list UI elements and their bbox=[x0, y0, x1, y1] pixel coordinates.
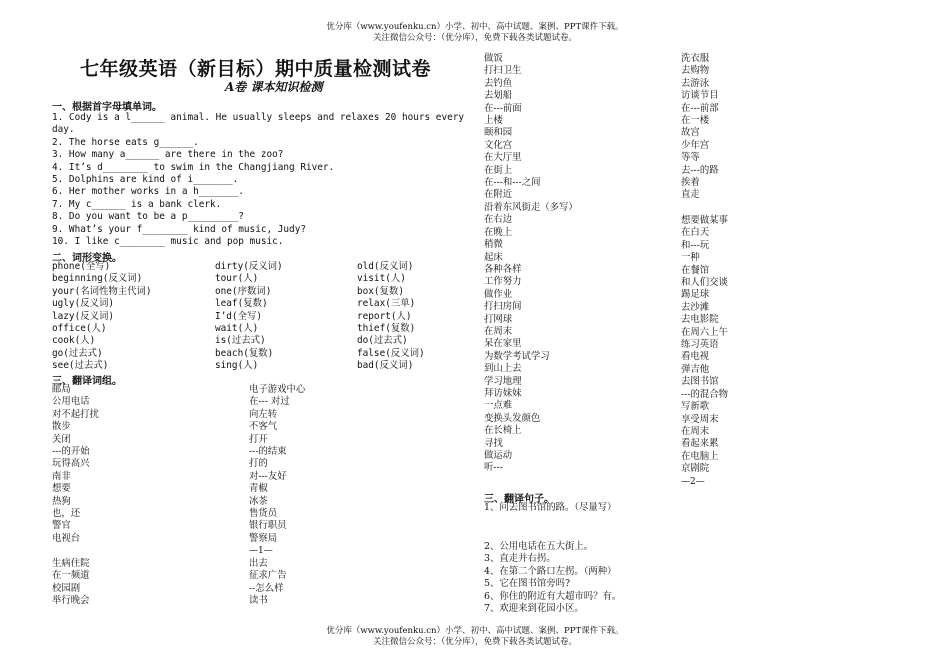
list-item: 少年宫 bbox=[681, 139, 710, 151]
list-item: beginning(反义词) bbox=[52, 273, 143, 285]
list-item: 听--- bbox=[484, 462, 503, 474]
list-item: phone(全写) bbox=[52, 261, 111, 272]
list-item: 看起来累 bbox=[681, 438, 719, 450]
list-item: 打扫卫生 bbox=[484, 65, 522, 77]
list-item: 电子游戏中心 bbox=[249, 384, 306, 395]
list-item: 出去 bbox=[249, 558, 268, 569]
list-item: false(反义词) bbox=[357, 347, 425, 359]
list-item: 访谈节目 bbox=[681, 90, 719, 102]
list-item: one(序数词) bbox=[215, 285, 272, 297]
list-item: lazy(反义词) bbox=[52, 310, 114, 322]
list-item: dirty(反义词) bbox=[215, 261, 283, 272]
list-item: wait(人) bbox=[215, 323, 259, 335]
list-item: 5、它在图书馆旁吗? bbox=[484, 578, 570, 590]
list-item: 去---的路 bbox=[681, 164, 719, 176]
list-item: 在电脑上 bbox=[681, 450, 719, 462]
list-item: your(名词性物主代词) bbox=[52, 285, 152, 297]
list-item: 生病住院 bbox=[52, 558, 90, 569]
list-item: 寻找 bbox=[484, 437, 503, 449]
list-item: 向左转 bbox=[249, 408, 278, 420]
list-item: I’d(全写) bbox=[215, 310, 262, 322]
list-item: 一种 bbox=[681, 252, 700, 264]
list-item: see(过去式) bbox=[52, 360, 109, 372]
list-item: go(过去式) bbox=[52, 347, 103, 359]
list-item: 等等 bbox=[681, 152, 700, 164]
section1-heading: 一、根据首字母填单词。 bbox=[52, 102, 162, 113]
list-item: 不客气 bbox=[249, 421, 278, 433]
list-item: 5. Dolphins are kind of i_______. bbox=[52, 174, 239, 186]
list-item: 到山上去 bbox=[484, 363, 522, 375]
list-item: report(人) bbox=[357, 310, 412, 322]
list-item: 南非 bbox=[52, 470, 71, 482]
list-item: 为数学考试学习 bbox=[484, 350, 550, 362]
list-item: 一点难 bbox=[484, 400, 513, 412]
section3-heading: 三、翻译词组。 bbox=[52, 376, 122, 387]
list-item: sing(人) bbox=[215, 360, 259, 372]
list-item: 邮局 bbox=[52, 384, 71, 395]
section4-items-2 bbox=[484, 541, 621, 615]
list-item: 写新歌 bbox=[681, 401, 710, 413]
list-item: 在右边 bbox=[484, 214, 513, 226]
section2-heading: 二、词形变换。 bbox=[52, 253, 122, 264]
list-item: 校园剧 bbox=[52, 582, 81, 594]
list-item: ugly(反义词) bbox=[52, 298, 114, 310]
list-item: 打的 bbox=[249, 458, 268, 470]
list-item: 售货员 bbox=[249, 508, 278, 520]
section3-col-c bbox=[484, 53, 578, 475]
list-item: 挨着 bbox=[681, 177, 700, 189]
list-item: 9. What’s your f________ kind of music, Judy? bbox=[52, 223, 306, 235]
list-item: 在--- 对过 bbox=[249, 396, 290, 408]
list-item: office(人) bbox=[52, 323, 107, 335]
header-line-1: 优分库（www.youfenku.cn）小学、初中、高中试题、案例、PPT课件下载。 bbox=[326, 22, 624, 32]
list-item: 2、公用电话在五大街上。 bbox=[484, 541, 594, 552]
list-item: 在晚上 bbox=[484, 226, 513, 238]
list-item: 3. How many a______ are there in the zoo? bbox=[52, 149, 284, 161]
list-item: 在一楼 bbox=[681, 115, 710, 127]
page-number-1: —1— bbox=[249, 546, 273, 556]
list-item: 想要 bbox=[52, 483, 71, 495]
list-item: 青椒 bbox=[249, 483, 268, 495]
list-item: 踢足球 bbox=[681, 289, 710, 301]
list-item: 沿着东风街走（多写） bbox=[484, 201, 578, 213]
list-item: 也，还 bbox=[52, 508, 81, 520]
list-item: 练习英语 bbox=[681, 339, 719, 351]
list-item: 在---前面 bbox=[484, 102, 522, 114]
section3-col-a2 bbox=[52, 558, 90, 608]
list-item: 电视台 bbox=[52, 532, 81, 544]
list-item: 在大厅里 bbox=[484, 152, 522, 164]
list-item: 去图书馆 bbox=[681, 376, 719, 388]
page-number-2: —2— bbox=[681, 477, 705, 487]
list-item: 关闭 bbox=[52, 433, 71, 445]
list-item: 在---和---之间 bbox=[484, 177, 541, 189]
list-item: 8. Do you want to be a p_________? bbox=[52, 211, 244, 223]
list-item: 在街上 bbox=[484, 164, 513, 176]
list-item: leaf(复数) bbox=[215, 298, 268, 310]
list-item: 京剧院 bbox=[681, 463, 710, 475]
list-item: 6. Her mother works in a h_______. bbox=[52, 186, 244, 198]
list-item: cook(人) bbox=[52, 335, 96, 347]
list-item: 想要做某事 bbox=[681, 215, 728, 226]
list-item: 1、问去图书馆的路。（尽量写） bbox=[484, 502, 617, 513]
list-item: 洗衣服 bbox=[681, 53, 710, 64]
list-item: 7、欢迎来到花园小区。 bbox=[484, 603, 584, 615]
list-item: 对不起打扰 bbox=[52, 408, 99, 420]
list-item: box(复数) bbox=[357, 285, 404, 297]
list-item: bad(反义词) bbox=[357, 360, 414, 372]
header-line-2: 关注微信公众号：（优分库），免费下载各类试题试卷。 bbox=[372, 33, 577, 43]
list-item: 打开 bbox=[249, 433, 268, 445]
list-item: 4. It’s d________ to swim in the Changjiang River. bbox=[52, 161, 335, 173]
list-item: 4、在第二个路口左拐。（两种） bbox=[484, 565, 617, 577]
footer-line-1: 优分库（www.youfenku.cn）小学、初中、高中试题、案例、PPT课件下载。 bbox=[326, 626, 624, 636]
page-title: 七年级英语（新目标）期中质量检测试卷 bbox=[80, 58, 432, 80]
list-item: 在周六上午 bbox=[681, 326, 728, 338]
list-item: 读书 bbox=[249, 595, 268, 607]
list-item: thief(复数) bbox=[357, 323, 416, 335]
list-item: ---的混合物 bbox=[681, 388, 729, 400]
list-item: 在周末 bbox=[484, 325, 513, 337]
list-item: 去电影院 bbox=[681, 314, 719, 326]
list-item: 在---前部 bbox=[681, 102, 719, 114]
list-item: 颐和园 bbox=[484, 127, 513, 139]
list-item: tour(人) bbox=[215, 273, 259, 285]
list-item: is(过去式) bbox=[215, 335, 266, 347]
list-item: old(反义词) bbox=[357, 261, 414, 272]
list-item: 去游泳 bbox=[681, 77, 710, 89]
list-item: 举行晚会 bbox=[52, 595, 90, 607]
list-item: 文化宫 bbox=[484, 139, 513, 151]
list-item: 玩得高兴 bbox=[52, 458, 90, 470]
list-item: 在餐馆 bbox=[681, 264, 710, 276]
section3-col-d1 bbox=[681, 53, 719, 202]
section2-col1 bbox=[52, 261, 152, 373]
list-item: 和人们交谈 bbox=[681, 277, 728, 289]
list-item: visit(人) bbox=[357, 273, 406, 285]
list-item: --怎么样 bbox=[249, 582, 284, 594]
list-item: 各种各样 bbox=[484, 263, 522, 275]
list-item: 学习地理 bbox=[484, 375, 522, 387]
list-item: 享受周末 bbox=[681, 413, 719, 425]
list-item: 银行职员 bbox=[249, 520, 287, 532]
list-item: 散步 bbox=[52, 421, 71, 433]
list-item: 上楼 bbox=[484, 115, 503, 127]
list-item: do(过去式) bbox=[357, 335, 408, 347]
list-item: 做饭 bbox=[484, 53, 503, 64]
footer-line-2: 关注微信公众号：（优分库），免费下载各类试题试卷。 bbox=[372, 637, 577, 647]
page-subtitle: A卷 课本知识检测 bbox=[225, 80, 323, 94]
list-item: 打网球 bbox=[484, 313, 513, 325]
list-item: 去钓鱼 bbox=[484, 77, 513, 89]
section2-col2 bbox=[215, 261, 283, 373]
list-item: 在附近 bbox=[484, 189, 513, 201]
list-item: 稍微 bbox=[484, 239, 503, 251]
list-item: 警察局 bbox=[249, 532, 278, 544]
section4-items-1 bbox=[484, 502, 617, 514]
list-item: 在周末 bbox=[681, 425, 710, 437]
list-item: 1. Cody is a l______ animal. He usually sleeps and relaxes 20 hours every bbox=[52, 112, 465, 123]
list-item: 起床 bbox=[484, 251, 503, 263]
list-item: 呆在家里 bbox=[484, 338, 522, 350]
list-item: 征求广告 bbox=[249, 570, 287, 582]
list-item: 做运动 bbox=[484, 450, 513, 461]
list-item: 变换头发颜色 bbox=[484, 412, 541, 424]
list-item: 在白天 bbox=[681, 227, 710, 239]
list-item: 去购物 bbox=[681, 65, 710, 77]
list-item: beach(复数) bbox=[215, 347, 274, 359]
list-item: 去沙滩 bbox=[681, 301, 710, 313]
list-item: 冰茶 bbox=[249, 495, 268, 507]
section3-col-d2 bbox=[681, 215, 728, 476]
section3-col-b2 bbox=[249, 558, 287, 608]
list-item: 6、你住的附近有大超市吗？有。 bbox=[484, 590, 622, 602]
list-item: 做作业 bbox=[484, 288, 513, 300]
list-item: 去划船 bbox=[484, 90, 513, 102]
section4-heading: 三、翻译句子。 bbox=[484, 494, 554, 505]
list-item: ---的开始 bbox=[52, 446, 90, 458]
list-item: 10. I like c________ music and pop music. bbox=[52, 236, 284, 248]
list-item: 故宫 bbox=[681, 127, 700, 139]
list-item: 3、直走并右拐。 bbox=[484, 553, 556, 565]
list-item: 警官 bbox=[52, 520, 71, 532]
list-item: ---的结束 bbox=[249, 446, 287, 458]
list-item: 和---玩 bbox=[681, 239, 710, 251]
list-item: 在一频道 bbox=[52, 570, 90, 582]
list-item: 热狗 bbox=[52, 495, 71, 507]
list-item: 工作努力 bbox=[484, 276, 522, 288]
list-item: relax(三单) bbox=[357, 298, 416, 310]
section2-col3 bbox=[357, 261, 425, 373]
list-item: 7. My c______ is a bank clerk. bbox=[52, 198, 222, 210]
list-item: 对---友好 bbox=[249, 470, 287, 482]
list-item: 直走 bbox=[681, 189, 700, 201]
list-item: 2. The horse eats g______. bbox=[52, 136, 199, 148]
list-item: 打扫房间 bbox=[484, 301, 522, 313]
list-item: 公用电话 bbox=[52, 396, 90, 408]
list-item: 弹吉他 bbox=[681, 363, 710, 375]
list-item: 在长椅上 bbox=[484, 425, 522, 437]
section3-col-a1 bbox=[52, 384, 99, 545]
list-item: 拜访妹妹 bbox=[484, 387, 522, 399]
section3-col-b1 bbox=[249, 384, 305, 545]
section1-items bbox=[52, 112, 464, 248]
list-item: 看电视 bbox=[681, 351, 710, 363]
list-item: day. bbox=[52, 124, 75, 136]
